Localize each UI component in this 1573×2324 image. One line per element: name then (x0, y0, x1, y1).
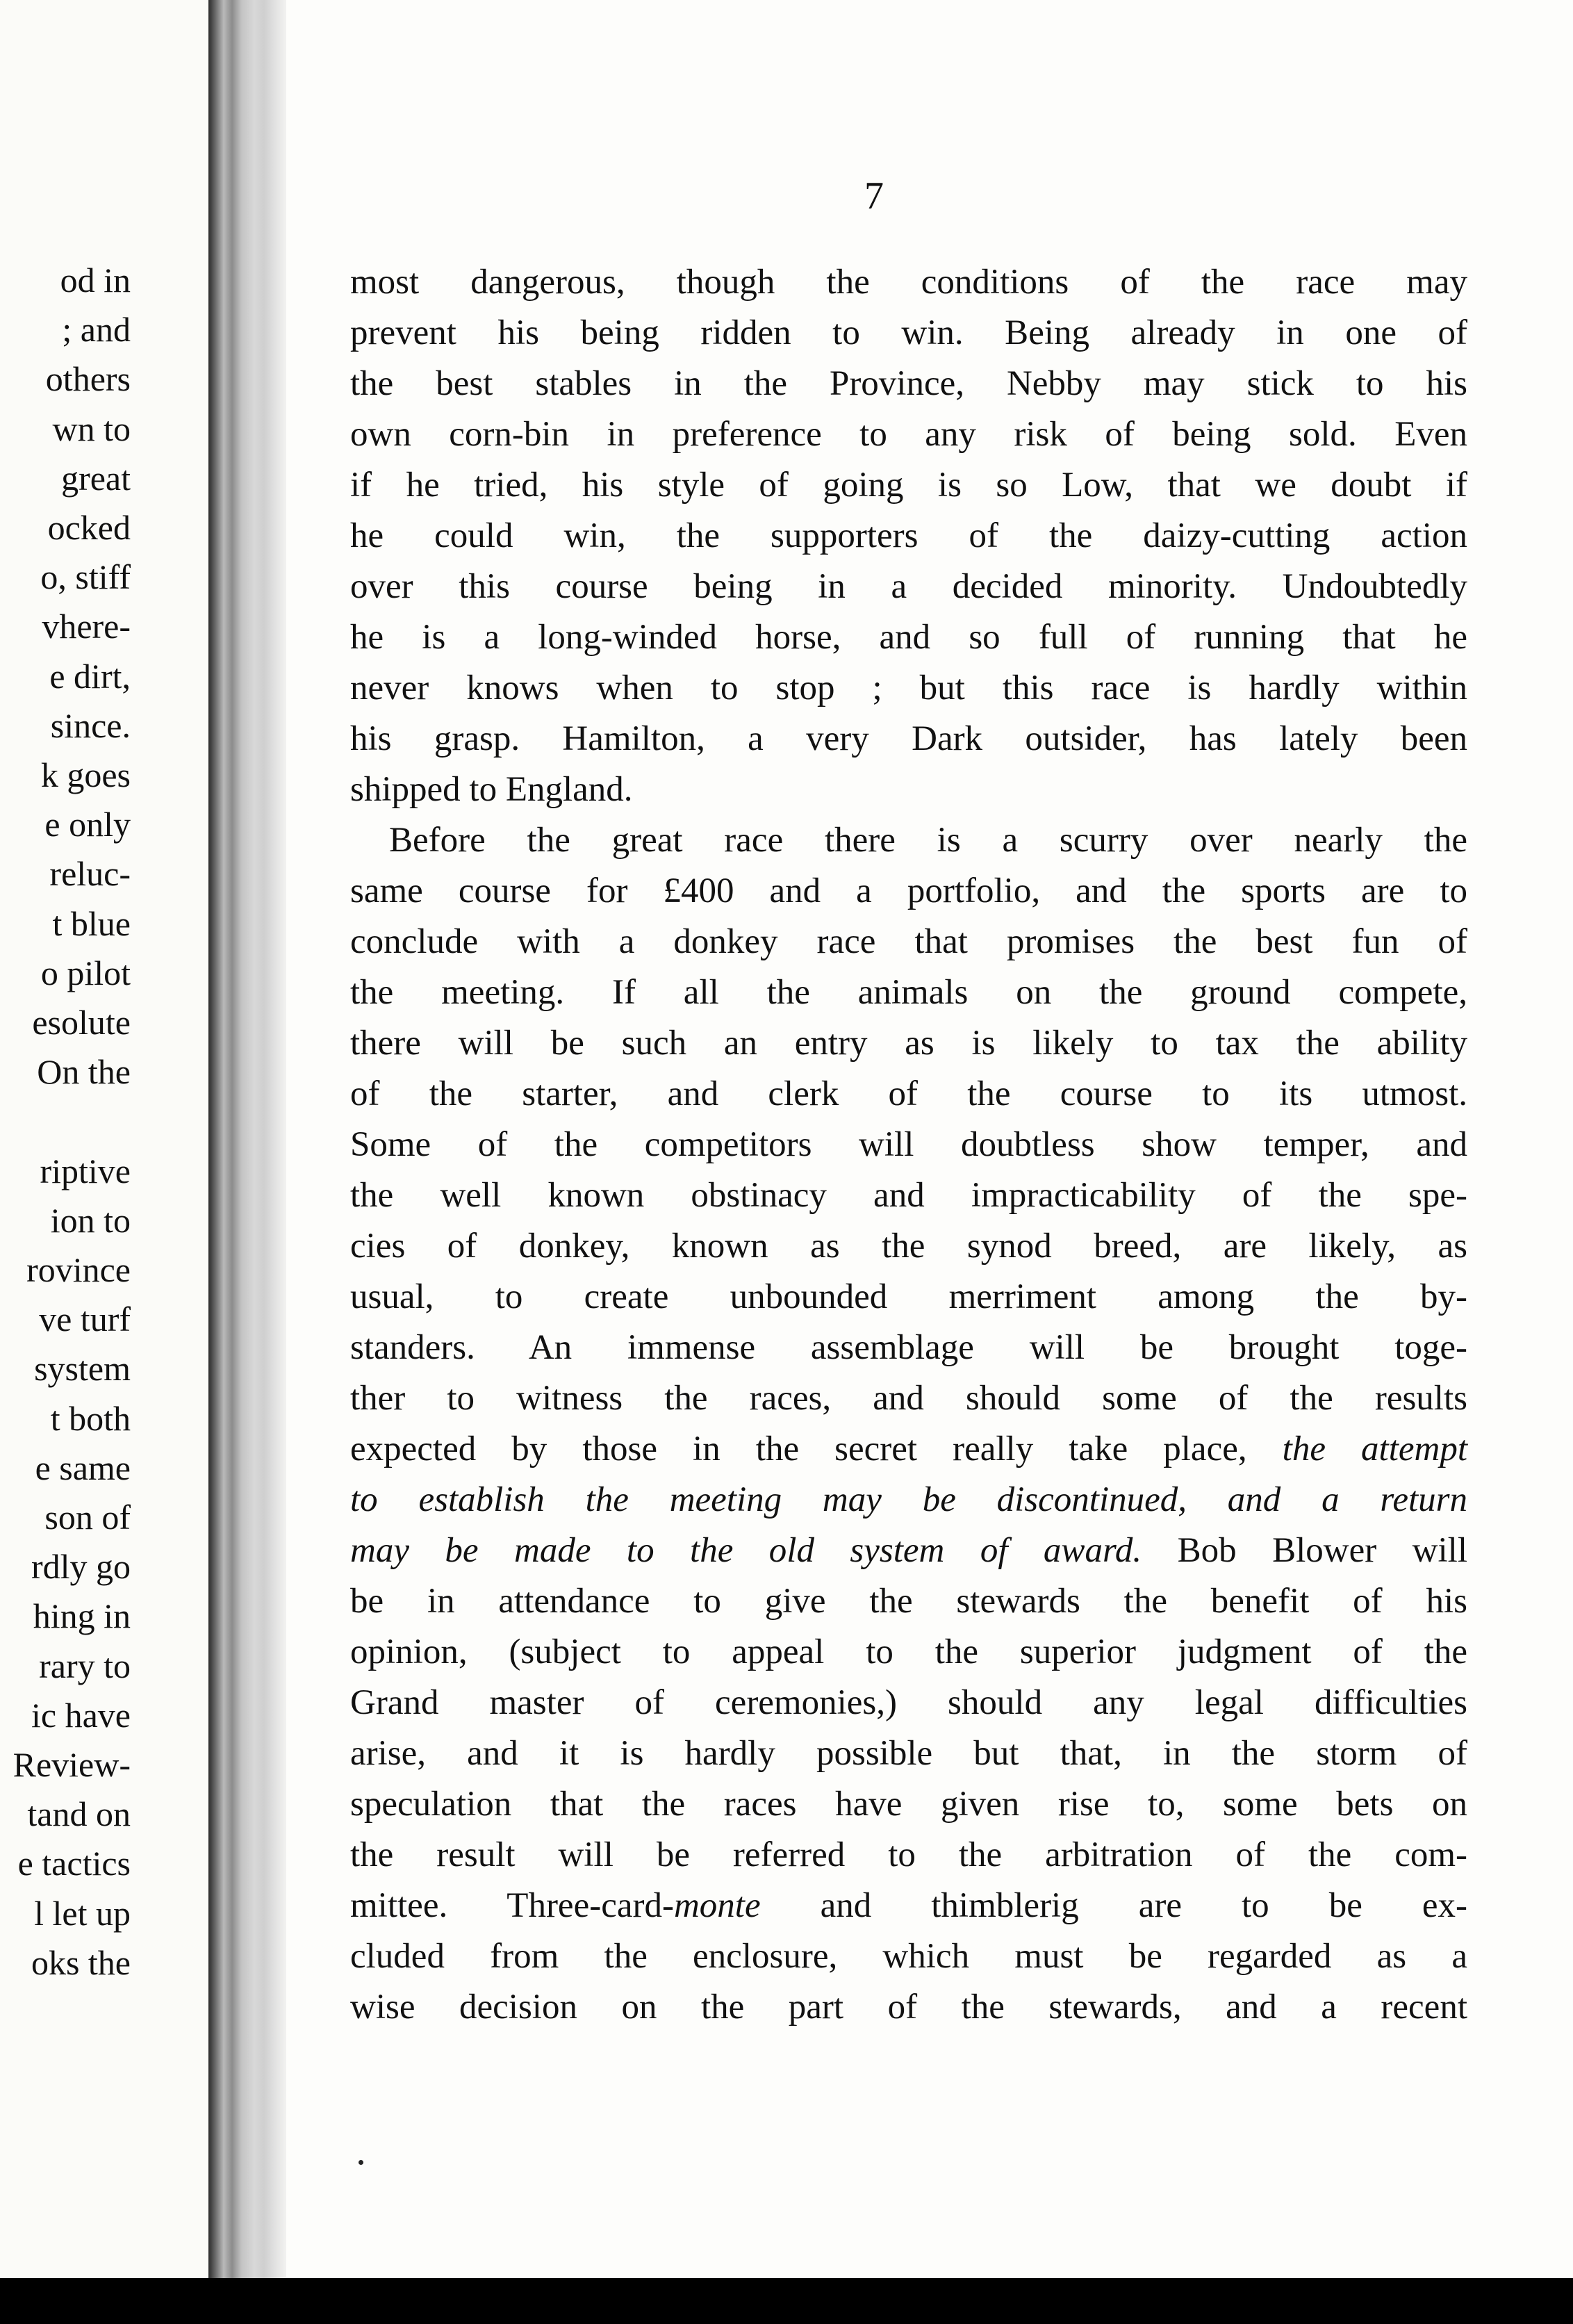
left-page-line: oks the (31, 1943, 131, 1982)
text-line (350, 257, 1467, 308)
line-text: same course for £400 and a portfolio, and the sports are to (350, 872, 1467, 910)
line-text: he could win, the supporters of the daizy-cutting action (350, 516, 1467, 555)
text-line (350, 612, 1467, 663)
line-text: Before the great race there is a scurry over nearly the (389, 821, 1467, 860)
text-line (350, 1931, 1467, 1982)
text-line (350, 1728, 1467, 1779)
line-text: of the starter, and clerk of the course to its utmost. (350, 1074, 1467, 1113)
text-line (350, 409, 1467, 460)
text-line (350, 1170, 1467, 1221)
left-page-line: rdly go (31, 1547, 131, 1586)
text-line (350, 1323, 1467, 1373)
line-text: expected by those in the secret really take place, (350, 1430, 1283, 1468)
line-text: conclude with a donkey race that promises the best fun of (350, 922, 1467, 961)
left-page-line: k goes (40, 755, 131, 794)
line-text: the meeting. If all the animals on the ground compete, (350, 973, 1467, 1012)
left-page-line: e tactics (17, 1844, 131, 1883)
left-page-line: son of (44, 1498, 131, 1537)
line-text: he is a long-winded horse, and so full of running that he (350, 618, 1467, 657)
left-page-line: od in (60, 261, 131, 300)
left-page-line: ocked (47, 508, 131, 547)
line-text: mittee. Three-card- (350, 1886, 674, 1925)
left-page-line: t both (50, 1399, 131, 1438)
italic-text: monte (673, 1886, 761, 1925)
line-text: standers. An immense assemblage will be brought toge- (350, 1328, 1467, 1367)
line-text: be in attendance to give the stewards the benefit of his (350, 1582, 1467, 1621)
left-page-line: since. (50, 706, 131, 745)
text-line (350, 511, 1467, 562)
text-line (350, 1627, 1467, 1678)
text-line (350, 1120, 1467, 1170)
line-text: most dangerous, though the conditions of the race may (350, 263, 1467, 302)
left-page-line: o pilot (40, 954, 131, 992)
text-line (350, 1424, 1467, 1475)
line-text: his grasp. Hamilton, a very Dark outsider, has lately been (350, 719, 1467, 758)
left-page-line: tand on (27, 1794, 131, 1833)
left-page-line: wn to (52, 409, 131, 448)
ink-speck (359, 2160, 363, 2165)
line-text: ther to witness the races, and should some of the results (350, 1379, 1467, 1418)
line-text: if he tried, his style of going is so Low, that we doubt if (350, 466, 1467, 505)
line-text: own corn-bin in preference to any risk of being sold. Even (350, 415, 1467, 454)
previous-page-fragment (0, 0, 208, 2278)
left-page-line: riptive (40, 1152, 131, 1190)
line-text: there will be such an entry as is likely to tax the ability (350, 1024, 1467, 1063)
binding-gutter (208, 0, 286, 2278)
text-line (350, 1221, 1467, 1272)
left-page-line: ve turf (39, 1300, 131, 1339)
text-line (350, 917, 1467, 967)
left-page-line: hing in (33, 1596, 131, 1635)
line-text: arise, and it is hardly possible but that, in the storm of (350, 1734, 1467, 1773)
page-number: 7 (864, 174, 884, 218)
line-text: wise decision on the part of the stewards, and a recent (350, 1988, 1467, 2027)
line-text: prevent his being ridden to win. Being already in one of (350, 313, 1467, 352)
left-page-line: reluc- (49, 854, 131, 893)
line-text: Grand master of ceremonies,) should any legal difficulties (350, 1683, 1467, 1722)
text-line (350, 308, 1467, 359)
text-line (350, 562, 1467, 612)
line-text: the result will be referred to the arbitration of the com- (350, 1835, 1467, 1874)
text-line (350, 714, 1467, 764)
text-line (350, 1373, 1467, 1424)
line-text: usual, to create unbounded merriment among the by- (350, 1277, 1467, 1316)
left-page-line: ic have (31, 1696, 131, 1735)
text-line (350, 815, 1467, 866)
text-line (350, 1069, 1467, 1120)
left-page-line: Review- (13, 1745, 131, 1784)
left-page-line: rary to (39, 1646, 131, 1685)
italic-text: to establish the meeting may be discontinued, and a return (350, 1480, 1467, 1519)
text-line (350, 1881, 1467, 1931)
text-line (350, 359, 1467, 409)
text-line (350, 1982, 1467, 2033)
text-line (350, 967, 1467, 1018)
text-line (350, 1272, 1467, 1323)
line-text: speculation that the races have given rise to, some bets on (350, 1785, 1467, 1824)
text-line (350, 663, 1467, 714)
text-line (350, 1678, 1467, 1728)
italic-text: the attempt (1282, 1430, 1467, 1468)
left-page-line: esolute (32, 1003, 131, 1042)
book-page (286, 0, 1573, 2278)
left-page-line: ; and (62, 310, 131, 349)
text-line (350, 460, 1467, 511)
left-page-line: system (34, 1349, 131, 1388)
line-text: over this course being in a decided minority. Undoubtedly (350, 567, 1467, 606)
text-line (350, 1475, 1467, 1525)
line-text: opinion, (subject to appeal to the superior judgment of the (350, 1632, 1467, 1671)
line-text: cies of donkey, known as the synod breed, are likely, as (350, 1227, 1467, 1266)
line-text: the well known obstinacy and impracticability of the spe- (350, 1176, 1467, 1215)
body-text (350, 257, 1467, 2033)
left-page-line: great (61, 459, 131, 498)
left-page-line: o, stiff (40, 557, 131, 596)
text-line (350, 866, 1467, 917)
left-page-line: l let up (34, 1894, 131, 1933)
left-page-line: rovince (26, 1250, 131, 1289)
line-text: cluded from the enclosure, which must be regarded as a (350, 1937, 1467, 1976)
left-page-line: t blue (52, 904, 131, 943)
text-line (350, 1779, 1467, 1830)
text-line (350, 1525, 1467, 1576)
left-page-line: vhere- (42, 607, 131, 646)
text-line (350, 1830, 1467, 1881)
line-text: shipped to England. (350, 770, 633, 809)
line-text: and thimblerig are to be ex- (760, 1886, 1467, 1925)
line-text: never knows when to stop ; but this race is hardly within (350, 669, 1467, 707)
text-line (350, 1018, 1467, 1069)
left-page-line: On the (37, 1052, 131, 1091)
left-page-line: e same (35, 1448, 131, 1487)
text-line (350, 764, 1467, 815)
line-text: the best stables in the Province, Nebby may stick to his (350, 364, 1467, 403)
left-page-line: others (45, 359, 131, 398)
line-text: Bob Blower will (1142, 1531, 1467, 1570)
italic-text: may be made to the old system of award. (350, 1531, 1142, 1570)
left-page-line: e dirt, (49, 657, 131, 696)
left-page-line: e only (44, 805, 131, 844)
line-text: Some of the competitors will doubtless show temper, and (350, 1125, 1467, 1164)
text-line (350, 1576, 1467, 1627)
left-page-line: ion to (50, 1201, 131, 1240)
